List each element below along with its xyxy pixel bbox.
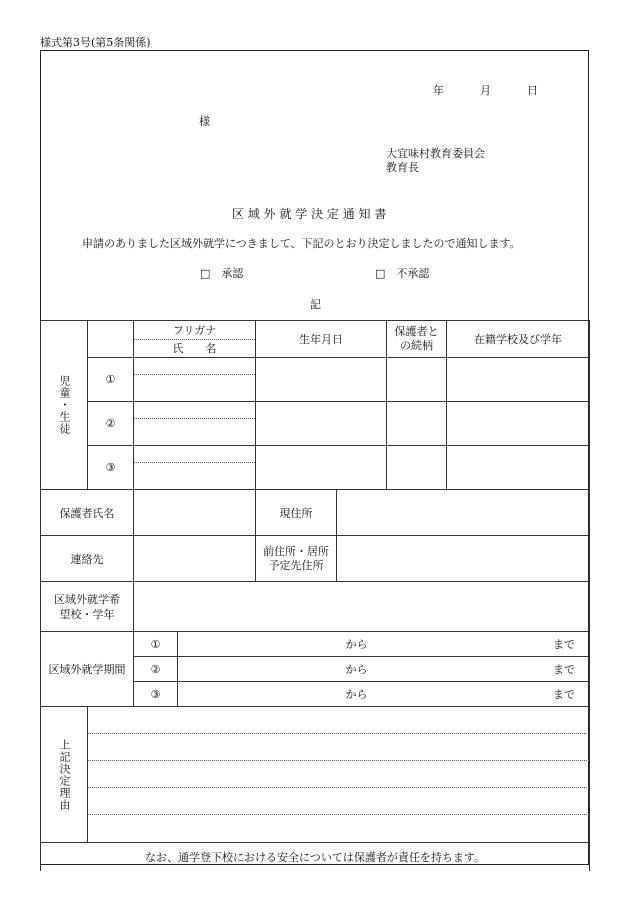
child-school-1[interactable] xyxy=(447,358,590,402)
child-relation-1[interactable] xyxy=(387,358,447,402)
details-table xyxy=(40,320,590,871)
desired-school-label xyxy=(41,582,134,632)
period-from-1: から xyxy=(345,638,368,651)
child-relation-3[interactable] xyxy=(387,446,447,490)
disapprove-checkbox[interactable]: □ 不承認 xyxy=(375,267,430,280)
child-school-2[interactable] xyxy=(447,402,590,446)
furigana-header: フリガナ xyxy=(134,321,255,340)
reason-label: 上記決定理由 xyxy=(58,738,71,811)
desired-school-field[interactable] xyxy=(134,582,590,632)
child-relation-2[interactable] xyxy=(387,402,447,446)
period-row-2[interactable] xyxy=(178,657,590,682)
approve-checkbox[interactable]: □ 承認 xyxy=(200,267,244,280)
addressee-suffix: 様 xyxy=(199,115,210,128)
period-until-1: まで xyxy=(553,638,575,651)
period-until-2: まで xyxy=(553,663,575,676)
current-address-field[interactable] xyxy=(337,490,589,535)
period-number-2: ② xyxy=(134,657,178,682)
issuer-org: 大宜味村教育委員会 xyxy=(386,147,485,160)
row-number-3: ③ xyxy=(88,446,134,490)
current-address-cell xyxy=(256,490,590,536)
children-label-cell xyxy=(41,321,88,490)
row-number-1: ① xyxy=(88,358,134,402)
name-header xyxy=(134,321,256,358)
period-label: 区域外就学期間 xyxy=(41,632,134,707)
period-row-1[interactable] xyxy=(178,632,590,657)
child-birthdate-2[interactable] xyxy=(256,402,387,446)
period-until-3: まで xyxy=(553,688,575,701)
child-name-1[interactable] xyxy=(134,358,256,402)
name-header-label: 氏 名 xyxy=(172,342,217,356)
safety-note: なお、通学登下校における安全については保護者が責任を持ちます。 xyxy=(41,843,590,871)
row-number-2: ② xyxy=(88,402,134,446)
contact-field[interactable] xyxy=(134,536,256,582)
period-row-3[interactable] xyxy=(178,682,590,707)
relation-header xyxy=(387,321,447,358)
guardian-name-label: 保護者氏名 xyxy=(41,490,134,536)
birthdate-header: 生年月日 xyxy=(256,321,387,358)
child-birthdate-3[interactable] xyxy=(256,446,387,490)
reason-field[interactable] xyxy=(88,707,590,843)
current-address-label: 現住所 xyxy=(256,490,337,535)
form-number: 様式第3号(第5条関係) xyxy=(40,36,151,49)
contact-label: 連絡先 xyxy=(41,536,134,582)
child-name-3[interactable] xyxy=(134,446,256,490)
date-day: 日 xyxy=(527,84,538,97)
reason-label-cell xyxy=(41,707,88,843)
period-number-3: ③ xyxy=(134,682,178,707)
children-label: 児童・生徒 xyxy=(58,375,71,435)
period-from-2: から xyxy=(345,663,368,676)
issuer-title: 教育長 xyxy=(386,161,419,174)
date-year: 年 xyxy=(433,84,444,97)
document-title: 区 域 外 就 学 決 定 通 知 書 xyxy=(232,207,387,221)
date-month: 月 xyxy=(480,84,491,97)
child-birthdate-1[interactable] xyxy=(256,358,387,402)
previous-address-label-text: 前住所・居所予定先住所 xyxy=(263,544,329,572)
child-name-2[interactable] xyxy=(134,402,256,446)
guardian-name-field[interactable] xyxy=(134,490,256,536)
previous-address-cell xyxy=(256,536,590,582)
notice-body: 申請のありました区域外就学につきまして、下記のとおり決定しましたので通知します。 xyxy=(82,237,521,250)
child-school-3[interactable] xyxy=(447,446,590,490)
desired-school-label-text: 区域外就学希望校・学年 xyxy=(54,592,120,621)
index-header xyxy=(88,321,134,358)
ki-label: 記 xyxy=(310,298,321,311)
previous-address-field[interactable] xyxy=(337,536,589,581)
period-number-1: ① xyxy=(134,632,178,657)
previous-address-label xyxy=(256,536,337,581)
school-header: 在籍学校及び学年 xyxy=(447,321,590,358)
relation-header-label: 保護者との続柄 xyxy=(394,325,439,352)
period-from-3: から xyxy=(345,688,368,701)
